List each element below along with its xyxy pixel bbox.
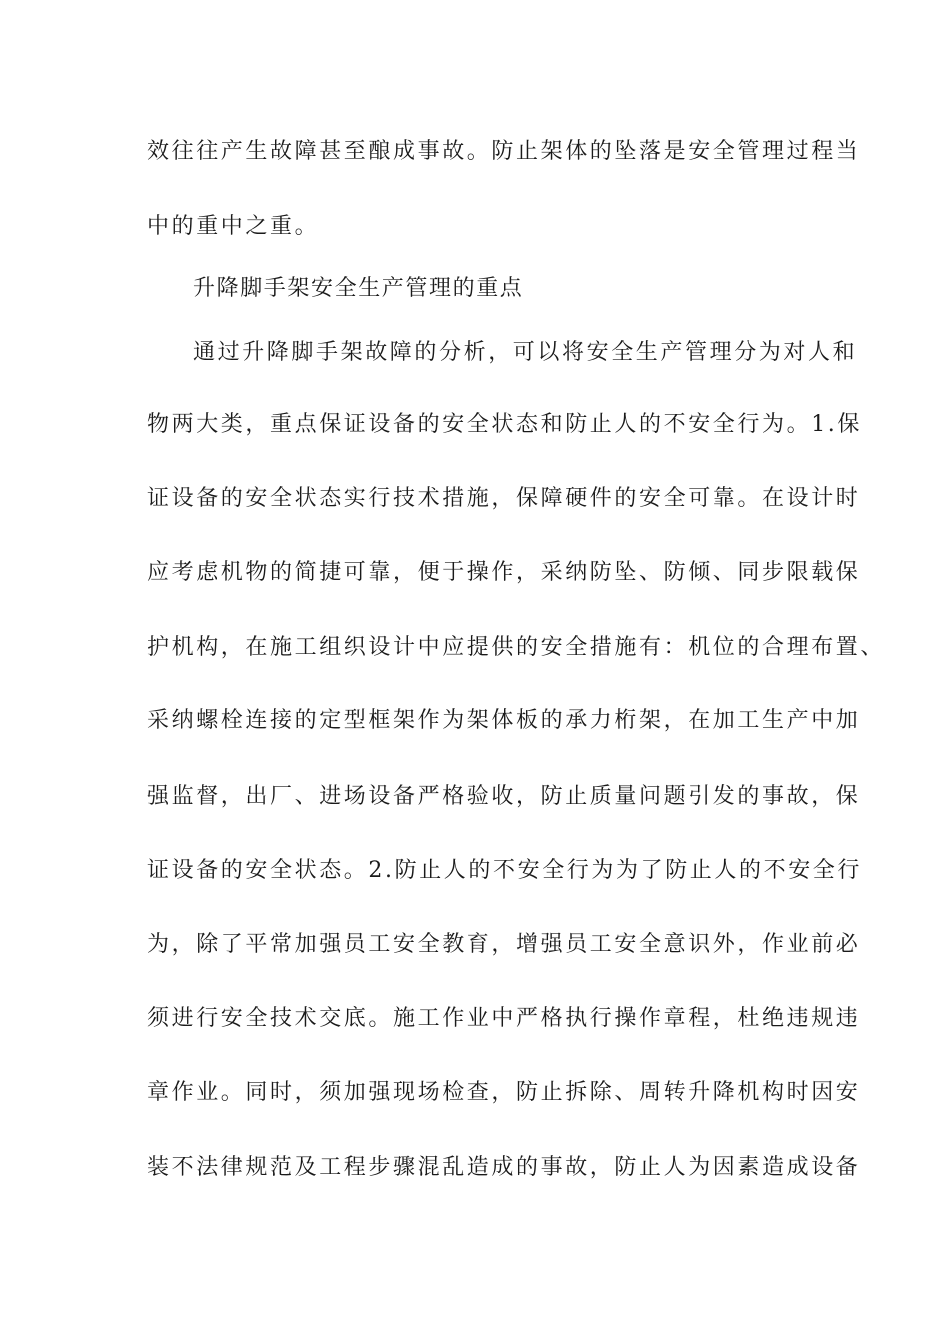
section-heading: 升降脚手架安全生产管理的重点 <box>193 276 524 301</box>
paragraph-line: 物两大类，重点保证设备的安全状态和防止人的不安全行为。1.保 <box>147 412 862 437</box>
paragraph-line: 应考虑机物的简捷可靠，便于操作，采纳防坠、防倾、同步限载保 <box>147 560 861 585</box>
paragraph-line: 效往往产生故障甚至酿成事故。防止架体的坠落是安全管理过程当 <box>147 139 861 164</box>
paragraph-line: 证设备的安全状态实行技术措施，保障硬件的安全可靠。在设计时 <box>147 486 861 511</box>
paragraph-line: 采纳螺栓连接的定型框架作为架体板的承力桁架，在加工生产中加 <box>147 708 861 733</box>
paragraph-line: 中的重中之重。 <box>147 214 320 239</box>
paragraph-line: 为，除了平常加强员工安全教育，增强员工安全意识外，作业前必 <box>147 932 861 957</box>
paragraph-line: 须进行安全技术交底。施工作业中严格执行操作章程，杜绝违规违 <box>147 1006 861 1031</box>
paragraph-line: 护机构，在施工组织设计中应提供的安全措施有：机位的合理布置、 <box>147 635 886 660</box>
paragraph-line: 章作业。同时，须加强现场检查，防止拆除、周转升降机构时因安 <box>147 1080 861 1105</box>
paragraph-line: 通过升降脚手架故障的分析，可以将安全生产管理分为对人和 <box>193 340 858 365</box>
paragraph-line: 装不法律规范及工程步骤混乱造成的事故，防止人为因素造成设备 <box>147 1155 861 1180</box>
paragraph-line: 证设备的安全状态。2.防止人的不安全行为为了防止人的不安全行 <box>147 858 862 883</box>
paragraph-line: 强监督，出厂、进场设备严格验收，防止质量问题引发的事故，保 <box>147 784 861 809</box>
